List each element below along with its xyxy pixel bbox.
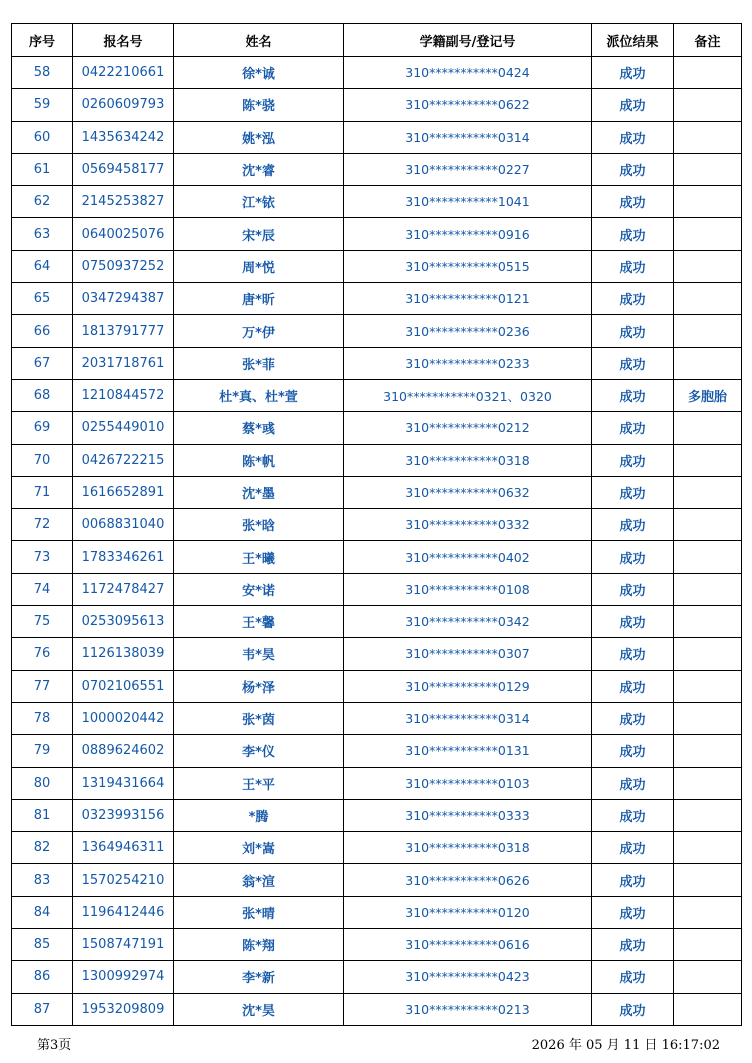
cell-name: 王*曦 bbox=[174, 541, 344, 573]
cell-name: 张*晴 bbox=[174, 896, 344, 928]
cell-note: 多胞胎 bbox=[674, 379, 742, 411]
cell-reg-no: 2031718761 bbox=[73, 347, 174, 379]
cell-student-id: 310***********0120 bbox=[344, 896, 592, 928]
cell-result: 成功 bbox=[592, 573, 674, 605]
cell-reg-no: 0702106551 bbox=[73, 670, 174, 702]
cell-student-id: 310***********0129 bbox=[344, 670, 592, 702]
cell-note bbox=[674, 250, 742, 282]
cell-reg-no: 0569458177 bbox=[73, 153, 174, 185]
cell-note bbox=[674, 412, 742, 444]
cell-reg-no: 0750937252 bbox=[73, 250, 174, 282]
cell-result: 成功 bbox=[592, 606, 674, 638]
cell-note bbox=[674, 186, 742, 218]
cell-reg-no: 0068831040 bbox=[73, 509, 174, 541]
cell-result: 成功 bbox=[592, 735, 674, 767]
cell-student-id: 310***********0916 bbox=[344, 218, 592, 250]
cell-student-id: 310***********0402 bbox=[344, 541, 592, 573]
cell-reg-no: 1364946311 bbox=[73, 832, 174, 864]
cell-seq: 87 bbox=[12, 993, 73, 1025]
cell-student-id: 310***********0321、0320 bbox=[344, 379, 592, 411]
cell-note bbox=[674, 961, 742, 993]
results-table bbox=[11, 23, 742, 1026]
cell-seq: 83 bbox=[12, 864, 73, 896]
header-seq: 序号 bbox=[12, 24, 73, 57]
table-row bbox=[12, 993, 742, 1025]
cell-name: 刘*嵩 bbox=[174, 832, 344, 864]
cell-seq: 59 bbox=[12, 89, 73, 121]
table-row bbox=[12, 283, 742, 315]
cell-seq: 84 bbox=[12, 896, 73, 928]
cell-student-id: 310***********0131 bbox=[344, 735, 592, 767]
cell-result: 成功 bbox=[592, 832, 674, 864]
cell-seq: 71 bbox=[12, 476, 73, 508]
cell-seq: 77 bbox=[12, 670, 73, 702]
cell-student-id: 310***********0314 bbox=[344, 702, 592, 734]
cell-seq: 66 bbox=[12, 315, 73, 347]
cell-name: 徐*诚 bbox=[174, 57, 344, 89]
cell-note bbox=[674, 670, 742, 702]
cell-student-id: 310***********0318 bbox=[344, 832, 592, 864]
cell-note bbox=[674, 896, 742, 928]
cell-result: 成功 bbox=[592, 993, 674, 1025]
cell-student-id: 310***********0236 bbox=[344, 315, 592, 347]
header-note: 备注 bbox=[674, 24, 742, 57]
cell-note bbox=[674, 638, 742, 670]
cell-name: 杨*泽 bbox=[174, 670, 344, 702]
cell-seq: 76 bbox=[12, 638, 73, 670]
cell-result: 成功 bbox=[592, 218, 674, 250]
table-row bbox=[12, 832, 742, 864]
cell-name: 沈*昊 bbox=[174, 993, 344, 1025]
cell-name: 陈*骁 bbox=[174, 89, 344, 121]
cell-name: 翁*渲 bbox=[174, 864, 344, 896]
cell-seq: 79 bbox=[12, 735, 73, 767]
cell-note bbox=[674, 476, 742, 508]
cell-reg-no: 0889624602 bbox=[73, 735, 174, 767]
cell-result: 成功 bbox=[592, 153, 674, 185]
cell-student-id: 310***********0121 bbox=[344, 283, 592, 315]
cell-reg-no: 0422210661 bbox=[73, 57, 174, 89]
cell-reg-no: 1616652891 bbox=[73, 476, 174, 508]
cell-note bbox=[674, 444, 742, 476]
cell-note bbox=[674, 993, 742, 1025]
cell-reg-no: 1435634242 bbox=[73, 121, 174, 153]
cell-seq: 60 bbox=[12, 121, 73, 153]
cell-note bbox=[674, 509, 742, 541]
cell-note bbox=[674, 541, 742, 573]
table-row bbox=[12, 57, 742, 89]
cell-student-id: 310***********0213 bbox=[344, 993, 592, 1025]
cell-student-id: 310***********0632 bbox=[344, 476, 592, 508]
cell-result: 成功 bbox=[592, 57, 674, 89]
cell-note bbox=[674, 89, 742, 121]
cell-reg-no: 0347294387 bbox=[73, 283, 174, 315]
table-row bbox=[12, 121, 742, 153]
cell-note bbox=[674, 347, 742, 379]
cell-result: 成功 bbox=[592, 961, 674, 993]
cell-note bbox=[674, 735, 742, 767]
cell-result: 成功 bbox=[592, 767, 674, 799]
cell-note bbox=[674, 121, 742, 153]
cell-seq: 62 bbox=[12, 186, 73, 218]
cell-name: 张*茵 bbox=[174, 702, 344, 734]
header-student-id: 学籍副号/登记号 bbox=[344, 24, 592, 57]
table-row bbox=[12, 573, 742, 605]
table-row bbox=[12, 606, 742, 638]
cell-note bbox=[674, 864, 742, 896]
cell-name: 韦*昊 bbox=[174, 638, 344, 670]
cell-seq: 82 bbox=[12, 832, 73, 864]
cell-result: 成功 bbox=[592, 444, 674, 476]
cell-student-id: 310***********1041 bbox=[344, 186, 592, 218]
cell-note bbox=[674, 573, 742, 605]
cell-note bbox=[674, 767, 742, 799]
cell-seq: 58 bbox=[12, 57, 73, 89]
cell-seq: 85 bbox=[12, 929, 73, 961]
cell-student-id: 310***********0314 bbox=[344, 121, 592, 153]
page-number: 第3页 bbox=[37, 1038, 72, 1053]
cell-seq: 68 bbox=[12, 379, 73, 411]
cell-reg-no: 1783346261 bbox=[73, 541, 174, 573]
print-datetime: 2026 年 05 月 11 日 16:17:02 bbox=[531, 1038, 720, 1053]
cell-name: 王*平 bbox=[174, 767, 344, 799]
table-row bbox=[12, 735, 742, 767]
cell-note bbox=[674, 153, 742, 185]
cell-student-id: 310***********0307 bbox=[344, 638, 592, 670]
cell-result: 成功 bbox=[592, 670, 674, 702]
cell-result: 成功 bbox=[592, 121, 674, 153]
cell-result: 成功 bbox=[592, 250, 674, 282]
cell-student-id: 310***********0424 bbox=[344, 57, 592, 89]
cell-seq: 64 bbox=[12, 250, 73, 282]
cell-reg-no: 0640025076 bbox=[73, 218, 174, 250]
table-row bbox=[12, 347, 742, 379]
cell-name: 张*菲 bbox=[174, 347, 344, 379]
cell-seq: 69 bbox=[12, 412, 73, 444]
cell-reg-no: 1319431664 bbox=[73, 767, 174, 799]
table-row bbox=[12, 153, 742, 185]
cell-name: 姚*泓 bbox=[174, 121, 344, 153]
cell-student-id: 310***********0515 bbox=[344, 250, 592, 282]
cell-result: 成功 bbox=[592, 702, 674, 734]
cell-name: 江*铱 bbox=[174, 186, 344, 218]
cell-reg-no: 0253095613 bbox=[73, 606, 174, 638]
table-row bbox=[12, 89, 742, 121]
table-row bbox=[12, 702, 742, 734]
cell-note bbox=[674, 702, 742, 734]
cell-result: 成功 bbox=[592, 412, 674, 444]
cell-note bbox=[674, 218, 742, 250]
cell-reg-no: 0255449010 bbox=[73, 412, 174, 444]
cell-name: 陈*翔 bbox=[174, 929, 344, 961]
cell-name: 张*晗 bbox=[174, 509, 344, 541]
cell-reg-no: 0426722215 bbox=[73, 444, 174, 476]
cell-name: 唐*昕 bbox=[174, 283, 344, 315]
cell-result: 成功 bbox=[592, 541, 674, 573]
cell-seq: 72 bbox=[12, 509, 73, 541]
cell-seq: 80 bbox=[12, 767, 73, 799]
cell-student-id: 310***********0342 bbox=[344, 606, 592, 638]
cell-reg-no: 0260609793 bbox=[73, 89, 174, 121]
cell-result: 成功 bbox=[592, 509, 674, 541]
cell-name: 李*新 bbox=[174, 961, 344, 993]
table-row bbox=[12, 896, 742, 928]
cell-name: 王*馨 bbox=[174, 606, 344, 638]
cell-student-id: 310***********0103 bbox=[344, 767, 592, 799]
cell-result: 成功 bbox=[592, 799, 674, 831]
cell-reg-no: 1172478427 bbox=[73, 573, 174, 605]
cell-note bbox=[674, 57, 742, 89]
cell-student-id: 310***********0622 bbox=[344, 89, 592, 121]
table-row bbox=[12, 379, 742, 411]
cell-reg-no: 1196412446 bbox=[73, 896, 174, 928]
header-result: 派位结果 bbox=[592, 24, 674, 57]
cell-result: 成功 bbox=[592, 315, 674, 347]
cell-note bbox=[674, 606, 742, 638]
cell-result: 成功 bbox=[592, 929, 674, 961]
cell-seq: 86 bbox=[12, 961, 73, 993]
table-row bbox=[12, 961, 742, 993]
cell-name: 周*悦 bbox=[174, 250, 344, 282]
table-row bbox=[12, 186, 742, 218]
cell-reg-no: 1126138039 bbox=[73, 638, 174, 670]
cell-seq: 67 bbox=[12, 347, 73, 379]
cell-seq: 73 bbox=[12, 541, 73, 573]
cell-student-id: 310***********0626 bbox=[344, 864, 592, 896]
cell-name: 安*诺 bbox=[174, 573, 344, 605]
cell-seq: 78 bbox=[12, 702, 73, 734]
cell-result: 成功 bbox=[592, 186, 674, 218]
cell-reg-no: 1210844572 bbox=[73, 379, 174, 411]
cell-result: 成功 bbox=[592, 283, 674, 315]
cell-student-id: 310***********0227 bbox=[344, 153, 592, 185]
cell-name: 李*仪 bbox=[174, 735, 344, 767]
cell-student-id: 310***********0318 bbox=[344, 444, 592, 476]
cell-seq: 75 bbox=[12, 606, 73, 638]
cell-result: 成功 bbox=[592, 347, 674, 379]
cell-seq: 65 bbox=[12, 283, 73, 315]
cell-student-id: 310***********0332 bbox=[344, 509, 592, 541]
cell-reg-no: 1570254210 bbox=[73, 864, 174, 896]
cell-seq: 70 bbox=[12, 444, 73, 476]
cell-reg-no: 1508747191 bbox=[73, 929, 174, 961]
cell-reg-no: 0323993156 bbox=[73, 799, 174, 831]
table-row bbox=[12, 218, 742, 250]
table-row bbox=[12, 412, 742, 444]
cell-result: 成功 bbox=[592, 864, 674, 896]
cell-name: 万*伊 bbox=[174, 315, 344, 347]
cell-seq: 61 bbox=[12, 153, 73, 185]
cell-name: 蔡*彧 bbox=[174, 412, 344, 444]
header-name: 姓名 bbox=[174, 24, 344, 57]
cell-student-id: 310***********0233 bbox=[344, 347, 592, 379]
cell-seq: 63 bbox=[12, 218, 73, 250]
table-row bbox=[12, 541, 742, 573]
cell-result: 成功 bbox=[592, 379, 674, 411]
cell-note bbox=[674, 832, 742, 864]
table-row bbox=[12, 670, 742, 702]
cell-seq: 81 bbox=[12, 799, 73, 831]
cell-student-id: 310***********0333 bbox=[344, 799, 592, 831]
cell-name: 宋*辰 bbox=[174, 218, 344, 250]
cell-name: *腾 bbox=[174, 799, 344, 831]
cell-name: 陈*帆 bbox=[174, 444, 344, 476]
cell-reg-no: 1000020442 bbox=[73, 702, 174, 734]
cell-note bbox=[674, 315, 742, 347]
cell-name: 杜*真、杜*萱 bbox=[174, 379, 344, 411]
cell-student-id: 310***********0108 bbox=[344, 573, 592, 605]
table-row bbox=[12, 864, 742, 896]
cell-name: 沈*墨 bbox=[174, 476, 344, 508]
table-row bbox=[12, 315, 742, 347]
cell-name: 沈*睿 bbox=[174, 153, 344, 185]
table-row bbox=[12, 799, 742, 831]
table-row bbox=[12, 929, 742, 961]
table-row bbox=[12, 509, 742, 541]
cell-note bbox=[674, 799, 742, 831]
cell-student-id: 310***********0212 bbox=[344, 412, 592, 444]
table-row bbox=[12, 444, 742, 476]
cell-student-id: 310***********0616 bbox=[344, 929, 592, 961]
cell-reg-no: 2145253827 bbox=[73, 186, 174, 218]
cell-seq: 74 bbox=[12, 573, 73, 605]
cell-result: 成功 bbox=[592, 896, 674, 928]
cell-result: 成功 bbox=[592, 638, 674, 670]
cell-result: 成功 bbox=[592, 89, 674, 121]
cell-reg-no: 1813791777 bbox=[73, 315, 174, 347]
cell-student-id: 310***********0423 bbox=[344, 961, 592, 993]
cell-reg-no: 1953209809 bbox=[73, 993, 174, 1025]
table-row bbox=[12, 476, 742, 508]
header-reg-no: 报名号 bbox=[73, 24, 174, 57]
cell-note bbox=[674, 283, 742, 315]
table-row bbox=[12, 638, 742, 670]
table-header-row bbox=[12, 24, 742, 57]
cell-note bbox=[674, 929, 742, 961]
table-row bbox=[12, 767, 742, 799]
cell-result: 成功 bbox=[592, 476, 674, 508]
cell-reg-no: 1300992974 bbox=[73, 961, 174, 993]
table-row bbox=[12, 250, 742, 282]
